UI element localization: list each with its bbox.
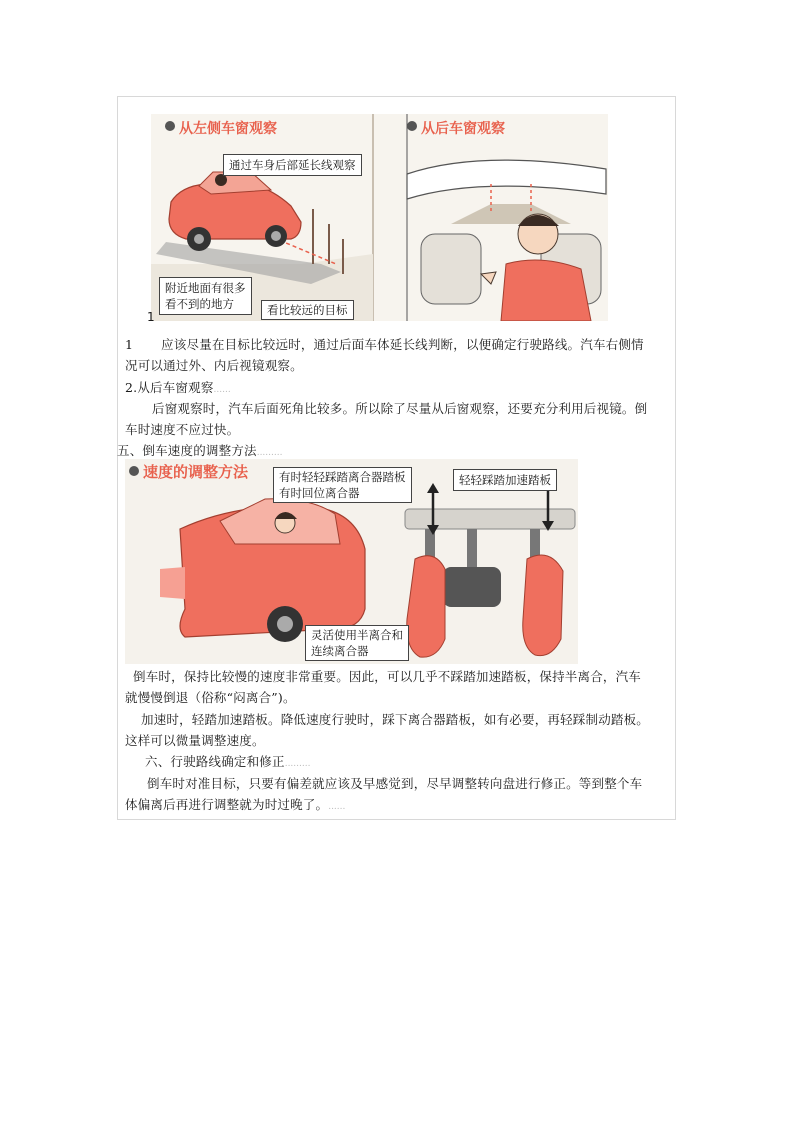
- heading-route-correction: 六、行驶路线确定和修正.........: [145, 754, 311, 769]
- bullet-icon: [129, 466, 139, 476]
- paragraph-1: 1 应该尽量在目标比较远时，通过后面车体延长线判断，以便确定行驶路线。汽车右侧情 况可以通过外、内后视镜观察。: [125, 337, 644, 373]
- figure-caption-number: 1: [147, 310, 155, 324]
- left-view-title: 从左侧车窗观察: [179, 121, 277, 137]
- paragraph-3: 倒车时，保持比较慢的速度非常重要。因此，可以几乎不踩踏加速踏板，保持半离合，汽车 就慢慢倒退（俗称“闷离合”)。: [125, 669, 642, 705]
- figure-speed-adjust: [125, 459, 578, 664]
- heading-speed-adjust: 五、倒车速度的调整方法.........: [117, 443, 283, 458]
- callout-clutch: 有时轻轻踩踏离合器踏板 有时回位离合器: [273, 467, 412, 503]
- bullet-icon: [407, 121, 417, 131]
- paragraph-5: 倒车时对准目标，只要有偏差就应该及早感觉到，尽早调整转向盘进行修正。等到整个车 体偏离后再进行调整就为时过晚了。......: [125, 776, 643, 812]
- figure-observation: [151, 114, 608, 321]
- speed-figure-title: 速度的调整方法: [143, 463, 249, 481]
- callout-extension-line: 通过车身后部延长线观察: [223, 154, 362, 176]
- heading-rear-window: 2.从后车窗观察......: [125, 380, 231, 395]
- callout-blind-ground: 附近地面有很多 看不到的地方: [159, 277, 252, 315]
- callout-accelerator: 轻轻踩踏加速踏板: [453, 469, 557, 491]
- red-car-right: [160, 499, 365, 642]
- right-view-title: 从后车窗观察: [421, 121, 505, 137]
- paragraph-2: 后窗观察时，汽车后面死角比较多。所以除了尽量从后窗观察，还要充分利用后视镜。倒 车时速度不应过快。: [125, 401, 648, 437]
- paragraph-4: 加速时，轻踏加速踏板。降低速度行驶时，踩下离合器踏板，如有必要，再轻踩制动踏板。 这样可以微量调整速度。: [125, 712, 650, 748]
- bullet-icon: [165, 121, 175, 131]
- callout-far-target: 看比较远的目标: [261, 300, 354, 320]
- callout-half-clutch: 灵活使用半离合和 连续离合器: [305, 625, 409, 661]
- red-car-left: [169, 172, 301, 251]
